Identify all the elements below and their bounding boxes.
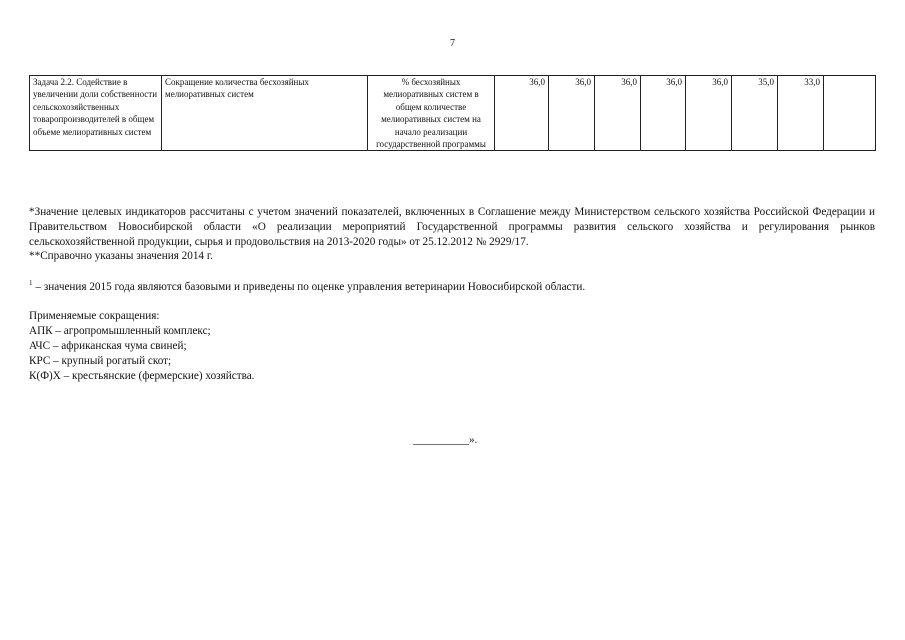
value-cell: 36,0 [641, 76, 686, 151]
abbreviation-item: АПК – агропромышленный комплекс; [29, 325, 211, 338]
value-cell: 36,0 [495, 76, 549, 151]
abbreviation-item: АЧС – африканская чума свиней; [29, 340, 187, 353]
star-footnote: *Значение целевых индикаторов рассчитаны с учетом значений показателей, включенных в Соглашение между Министерством сельского хозяйства Российской Федерации и Правительством Новосибирской области «О реализации мероприятий Государственной программы развития сельского хозяйства и регулирования рынков сельскохозяйственной продукции, сырья и продовольствия на 2013-2020 годы» от 25.12.2012 № 2929/17. [29, 206, 875, 248]
closing-mark: __________». [413, 434, 478, 446]
value-cell: 33,0 [778, 76, 824, 151]
value-cell: 36,0 [595, 76, 641, 151]
value-cell: 35,0 [732, 76, 778, 151]
table-row [30, 76, 876, 151]
abbreviation-item: К(Ф)Х – крестьянские (фермерские) хозяйства. [29, 370, 255, 383]
target-indicator-cell: Сокращение количества бесхозяйных мелиоративных систем [162, 76, 368, 151]
double-star-footnote: **Справочно указаны значения 2014 г. [29, 250, 213, 263]
base-value-footnote-text: – значения 2015 года являются базовыми и приведены по оценке управления ветеринарии Новосибирской области. [35, 281, 586, 293]
abbreviations-block [29, 309, 875, 384]
indicators-table [29, 75, 876, 151]
abbreviation-item: КРС – крупный рогатый скот; [29, 355, 172, 368]
footnote-marker: 1 [29, 279, 33, 287]
base-value-footnote [29, 276, 875, 295]
value-cell: 36,0 [549, 76, 595, 151]
abbreviations-heading: Применяемые сокращения: [29, 310, 160, 322]
task-cell: Задача 2.2. Содействие в увеличении доли собственности сельскохозяйственных товаропроизводителей в общем объеме мелиоративных систем [30, 76, 162, 151]
value-cell: 36,0 [686, 76, 732, 151]
unit-cell: % бесхозяйных мелиоративных систем в общем количестве мелиоративных систем на начало реализации государственной программы [368, 76, 495, 151]
footnotes [29, 205, 875, 264]
page-number: 7 [450, 38, 455, 49]
value-cell-empty [824, 76, 876, 151]
